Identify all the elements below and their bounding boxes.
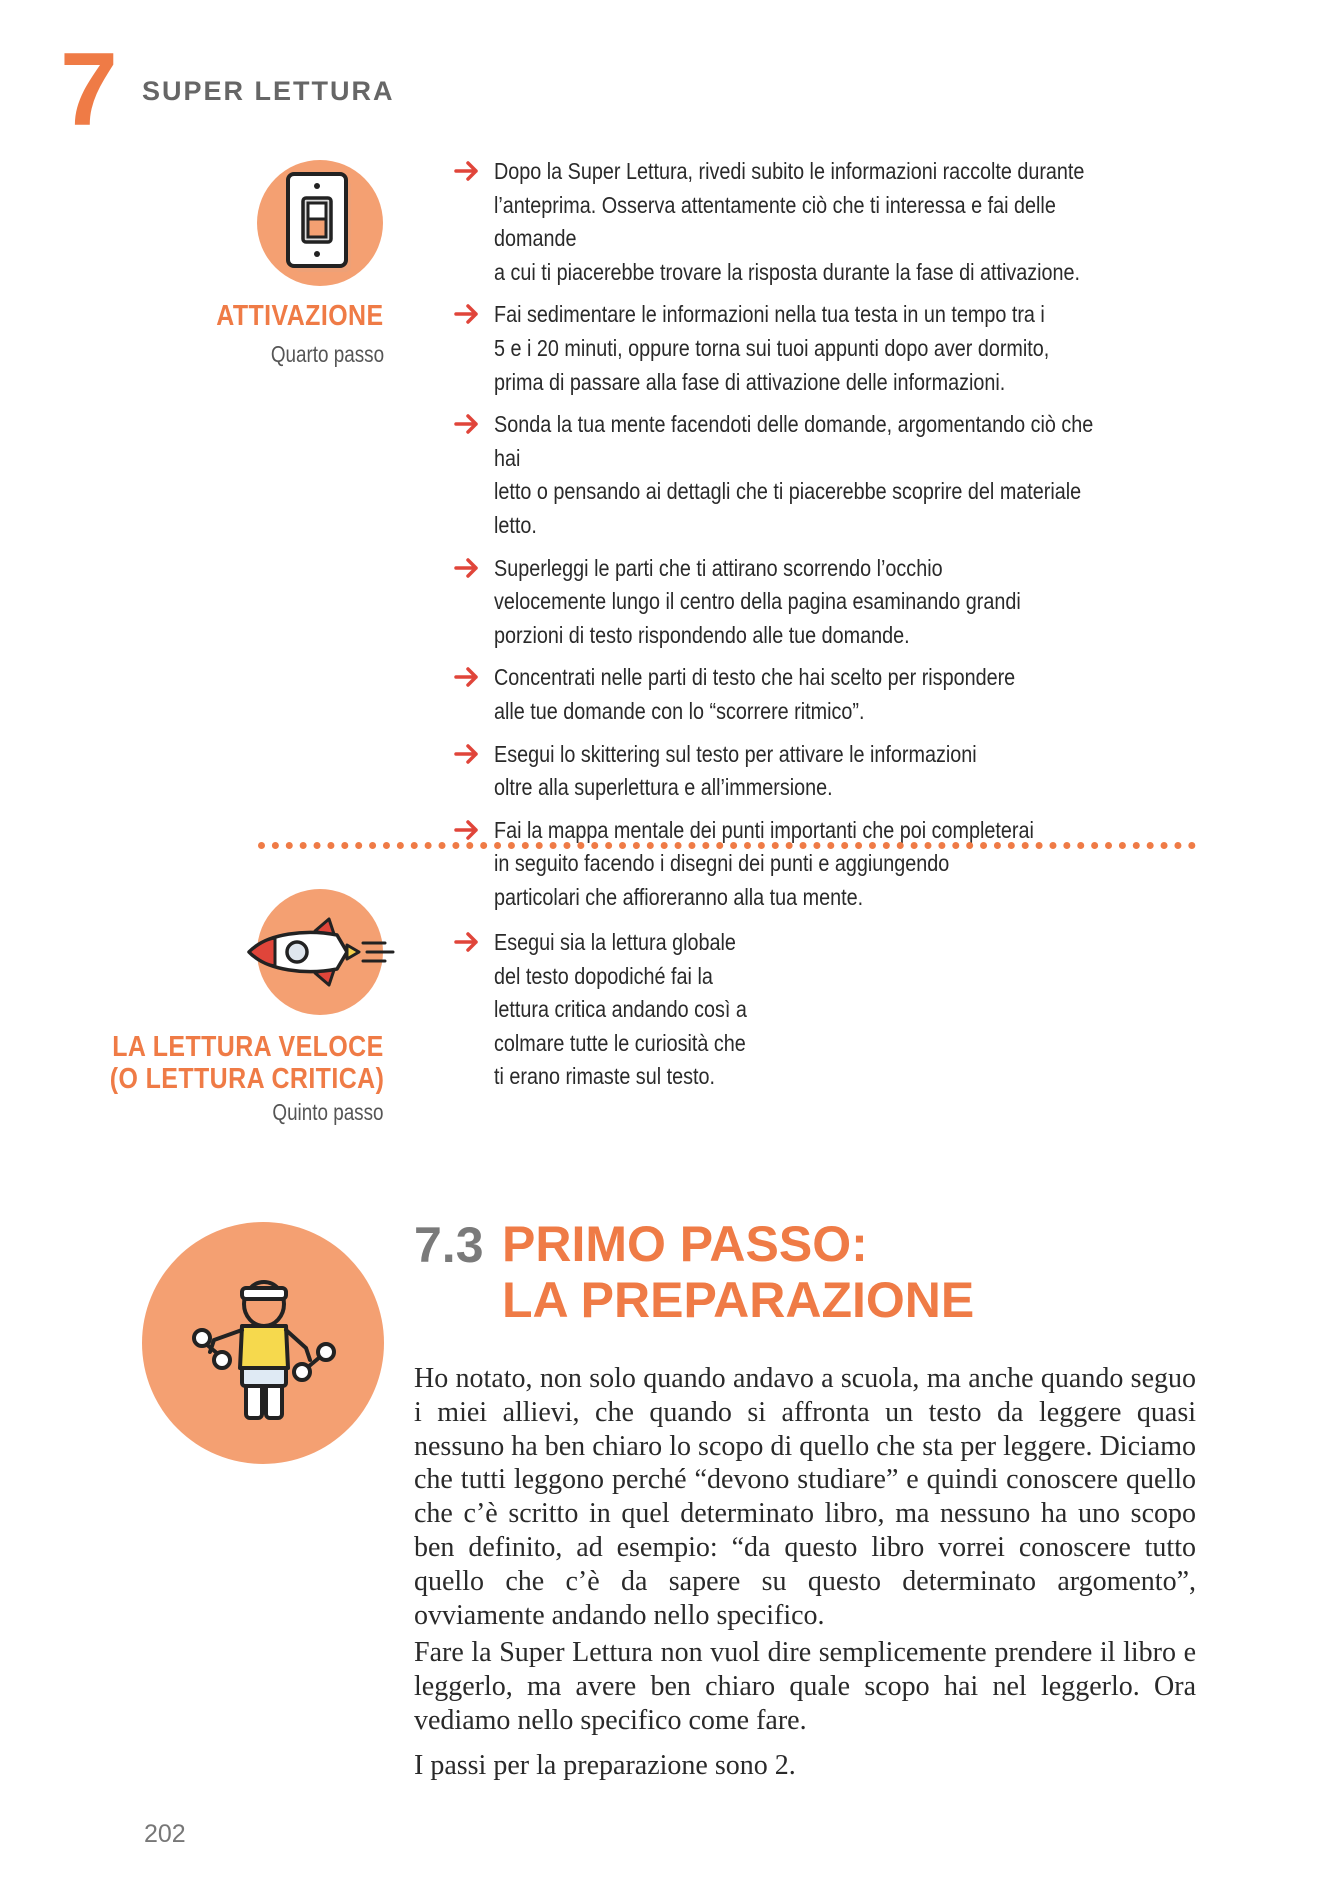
list-item	[454, 408, 1214, 542]
bullet-text: Esegui lo skittering sul testo per attivare le informazioni oltre alla superlettura e all’immersione.	[494, 740, 977, 801]
list-item	[454, 155, 1214, 289]
body-paragraph: I passi per la preparazione sono 2.	[414, 1750, 796, 1781]
step-title: (O LETTURA CRITICA)	[109, 1063, 384, 1095]
arrow-right-icon	[454, 819, 480, 841]
list-item	[454, 298, 1214, 399]
chapter-number: 7	[60, 32, 118, 148]
rocket-icon	[257, 889, 383, 1015]
arrow-right-icon	[454, 666, 480, 688]
list-item	[454, 661, 1214, 728]
step5-bullet-list	[454, 926, 1214, 1103]
bullet-text: Sonda la tua mente facendoti delle domande, argomentando ciò che hai letto o pensando ai dettagli che ti piacerebbe scoprire del materiale letto.	[494, 411, 1094, 538]
step-subtitle: Quarto passo	[270, 341, 384, 367]
section-title-line: LA PREPARAZIONE	[502, 1272, 975, 1328]
athlete-dumbbells-icon	[142, 1222, 384, 1464]
bullet-text: Superleggi le parti che ti attirano scorrendo l’occhio velocemente lungo il centro della pagina esaminando grandi porzioni di testo rispondendo alle tue domande.	[494, 554, 1021, 648]
section-title	[502, 1216, 974, 1328]
arrow-right-icon	[454, 413, 480, 435]
bullet-text: Fai sedimentare le informazioni nella tua testa in un tempo tra i 5 e i 20 minuti, oppure torna sui tuoi appunti dopo aver dormito, prima di passare alla fase di attivazione delle informazioni.	[494, 301, 1050, 395]
step-title: ATTIVAZIONE	[216, 300, 384, 332]
bullet-text: Concentrati nelle parti di testo che hai scelto per rispondere alle tue domande con lo “scorrere ritmico”.	[494, 664, 1016, 724]
arrow-right-icon	[454, 931, 480, 953]
light-switch-icon	[257, 160, 383, 286]
section-number: 7.3	[414, 1217, 484, 1273]
body-paragraph: Ho notato, non solo quando andavo a scuola, ma anche quando seguo i miei allievi, che quando si affronta un testo da leggere quasi nessuno ha ben chiaro lo scopo di quello che sta per leggere. Diciamo che tutti leggono perché “devono studiare” e quindi conoscere quello che c’è scritto in quel determinato libro, ma nessuno ha uno scopo ben definito, ad esempio: “da questo libro vorrei conoscere tutto quello che c’è da sapere su questo determinato argomento”, ovviamente andando nello specifico.	[414, 1363, 1196, 1631]
step-title: LA LETTURA VELOCE	[112, 1031, 384, 1063]
arrow-right-icon	[454, 743, 480, 765]
bullet-text: Esegui sia la lettura globale del testo dopodiché fai la lettura critica andando così a colmare tutte le curiosità che ti erano rimaste sul testo.	[494, 929, 747, 1090]
step-subtitle: Quinto passo	[272, 1099, 384, 1125]
arrow-right-icon	[454, 557, 480, 579]
page-number: 202	[144, 1820, 186, 1848]
arrow-right-icon	[454, 160, 480, 182]
list-item	[454, 738, 1214, 805]
list-item	[454, 552, 1214, 653]
body-paragraph: Fare la Super Lettura non vuol dire semplicemente prendere il libro e leggerlo, ma avere ben chiaro quale scopo hai nel leggerlo. Ora vediamo nello specifico come fare.	[414, 1637, 1196, 1736]
bullet-text: Dopo la Super Lettura, rivedi subito le informazioni raccolte durante l’anteprima. Osserva attentamente ciò che ti interessa e fai delle domande a cui ti piacerebbe trovare la risposta durante la fase di attivazione.	[494, 158, 1085, 285]
dotted-divider	[258, 842, 1196, 849]
list-item	[454, 926, 1214, 1094]
list-item	[454, 814, 1214, 915]
arrow-right-icon	[454, 303, 480, 325]
section-title-line: PRIMO PASSO:	[502, 1216, 868, 1272]
step4-bullet-list	[454, 155, 1214, 923]
bullet-text: Fai la mappa mentale dei punti importanti che poi completerai in seguito facendo i disegni dei punti e aggiungendo particolari che affioreranno alla tua mente.	[494, 816, 1034, 910]
chapter-title: SUPER LETTURA	[142, 76, 395, 106]
